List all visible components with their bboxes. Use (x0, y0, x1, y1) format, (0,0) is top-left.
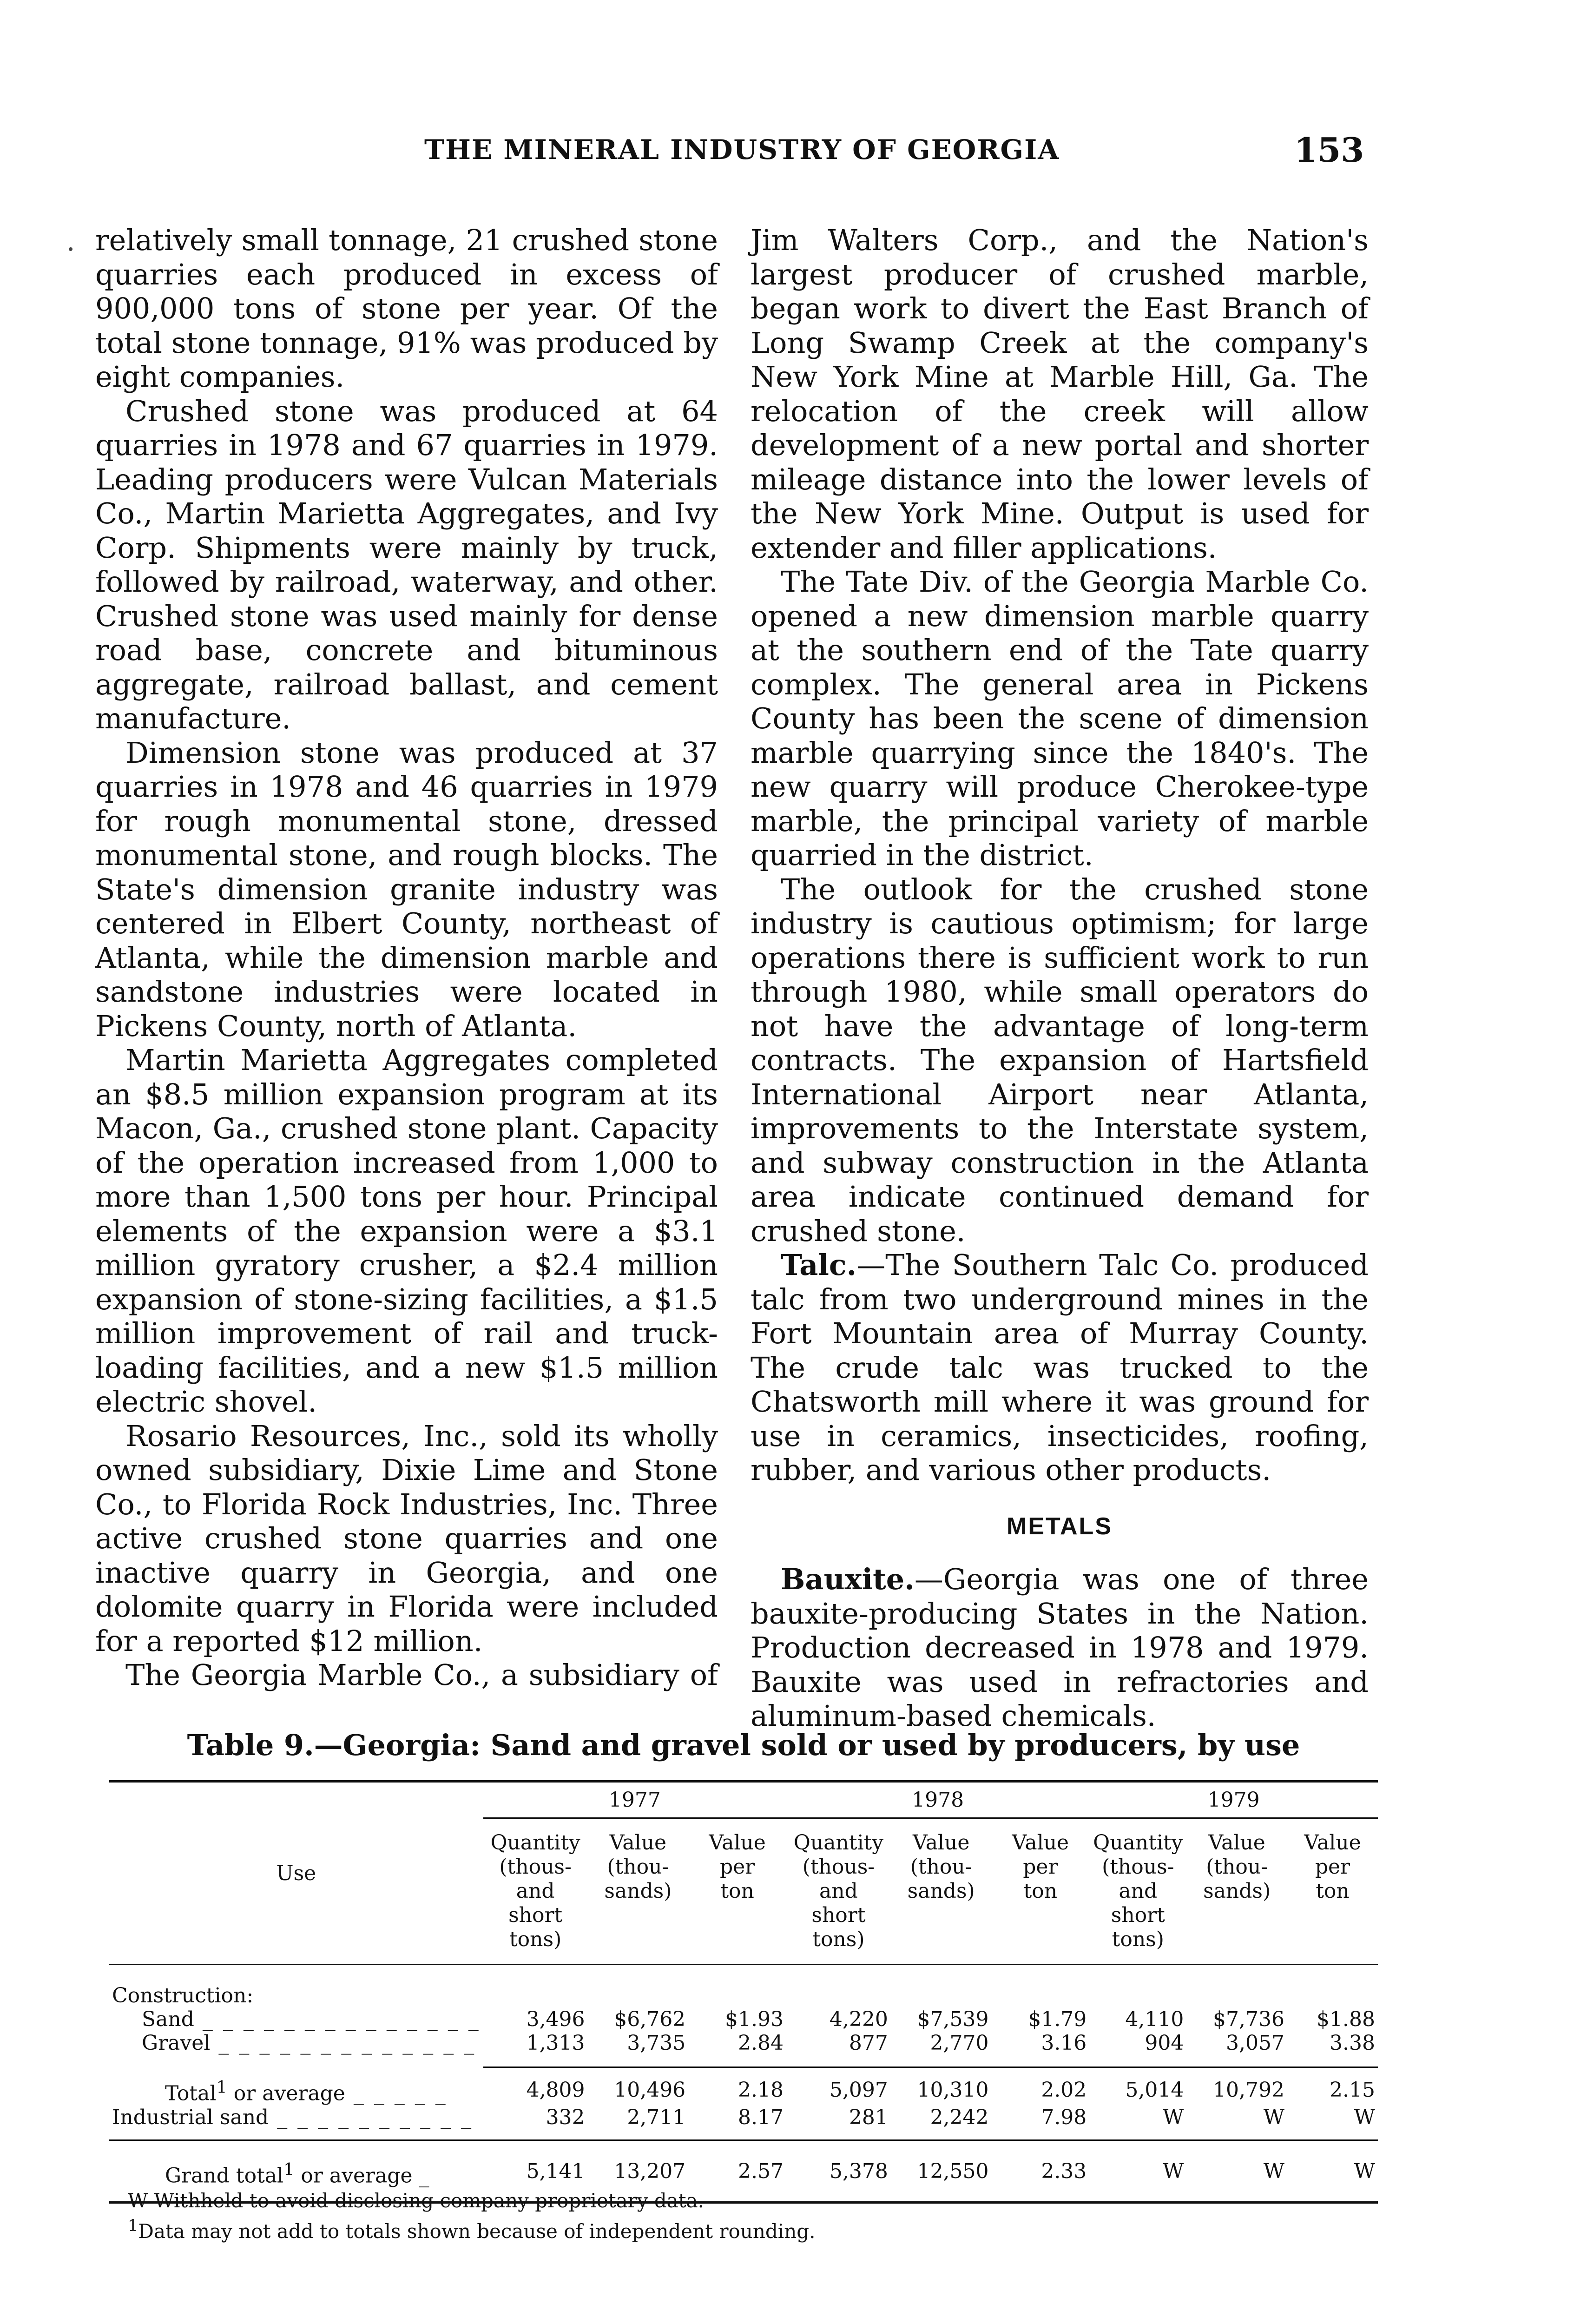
cell: 1,313 (526, 2031, 585, 2055)
cell: W (1089, 2140, 1186, 2203)
table-footnotes (128, 2188, 816, 2244)
talc-run-in-head: Talc. (781, 1248, 857, 1282)
table-row: Industrial sand _ _ _ _ _ _ _ _ _ _ 332 2,711 8.17 281 2,242 7.98 W W W (109, 2106, 1378, 2140)
cell: 281 (849, 2105, 888, 2129)
cell: 2.02 (991, 2067, 1089, 2106)
cell: 10,792 (1186, 2067, 1287, 2106)
cell: $7,736 (1212, 2007, 1284, 2031)
cell: $1.79 (1028, 2007, 1087, 2031)
talc-paragraph (751, 1248, 1369, 1487)
cell: $1.88 (1317, 2007, 1375, 2031)
year-header-row (109, 1783, 1378, 1818)
right-paragraph-2: The Tate Div. of the Georgia Marble Co. opened a new dimension marble quarry at the southern end of the Tate quarry complex. The general area in Pickens County has been the scene of dimension marble quarrying since the 1840's. The new quarry will produce Cherokee-type marble, the principal variety of marble quarried in the district. (751, 565, 1369, 872)
cell: 2.57 (688, 2140, 786, 2203)
row-label-sand: Sand (142, 2007, 194, 2031)
footnote-1: $^1$Data may not add to totals shown because of independent rounding. (128, 2217, 816, 2243)
left-paragraph-2: Crushed stone was produced at 64 quarries in 1978 and 67 quarries in 1979. Leading producers were Vulcan Materials Co., Martin Marietta Aggregates, and Ivy Corp. Shipments were mainly by truck, followed by railroad, waterway, and other. Crushed stone was used mainly for dense road base, concrete and bituminous aggregate, railroad ballast, and cement manufacture. (95, 394, 718, 735)
cell: 877 (849, 2031, 888, 2055)
year-header-1977: 1977 (483, 1783, 786, 1818)
cell: 8.17 (738, 2105, 784, 2129)
table-row-construction (109, 1965, 1378, 2007)
right-paragraph-3: The outlook for the crushed stone industry is cautious optimism; for large operations there is sufficient work to run through 1980, while small operators do not have the advantage of long-term contracts. The expansion of Hartsfield International Airport near Atlanta, improvements to the Interstate system, and subway construction in the Atlanta area indicate continued demand for crushed stone. (751, 872, 1369, 1248)
cell: 4,809 (483, 2067, 588, 2106)
row-label-total: Total (165, 2081, 217, 2106)
use-header: Use (276, 1861, 316, 1885)
page-number: 153 (1294, 130, 1364, 170)
cell: W (1163, 2105, 1184, 2129)
cell: 5,014 (1089, 2067, 1186, 2106)
sand-gravel-table (109, 1780, 1378, 2204)
cell: 2.15 (1287, 2067, 1378, 2106)
cell: 5,378 (786, 2140, 891, 2203)
bauxite-text: —Georgia was one of three bauxite-producing States in the Nation. Production decreased in 1978 and 1979. Bauxite was used in refractories and aluminum-based chemicals. (751, 1562, 1369, 1733)
left-paragraph-6: The Georgia Marble Co., a subsidiary of (125, 1658, 718, 1692)
cell: 2,242 (930, 2105, 989, 2129)
cell: W (1263, 2105, 1284, 2129)
cell: 3,735 (627, 2031, 686, 2055)
cell: W (1186, 2140, 1287, 2203)
col-value-1978: Value (thou- sands) (907, 1831, 975, 1903)
table-row: Gravel _ _ _ _ _ _ _ _ _ _ _ _ _ 1,313 3,735 2.84 877 2,770 3.16 904 3,057 3.38 (109, 2031, 1378, 2067)
cell: 3.38 (1330, 2031, 1375, 2055)
col-quantity-1978: Quantity (thous- and short tons) (793, 1831, 884, 1951)
cell: 10,496 (588, 2067, 689, 2106)
cell: 7.98 (1041, 2105, 1087, 2129)
table-row: Total$^1$ or average _ _ _ _ _ 4,809 10,496 2.18 5,097 10,310 2.02 5,014 10,792 2.15 (109, 2067, 1378, 2106)
right-column (751, 223, 1369, 1733)
cell: 2,770 (930, 2031, 989, 2055)
cell: 5,097 (786, 2067, 891, 2106)
table-row: Grand total$^1$ or average _ 5,141 13,207 2.57 5,378 12,550 2.33 W W W (109, 2140, 1378, 2203)
cell: 3.16 (1041, 2031, 1087, 2055)
bauxite-run-in-head: Bauxite. (781, 1562, 915, 1596)
left-paragraph-1: relatively small tonnage, 21 crushed stone quarries each produced in excess of 900,000 tons of stone per year. Of the total stone tonnage, 91% was produced by eight companies. (95, 223, 718, 394)
footnote-w: W Withheld to avoid disclosing company proprietary data. (128, 2189, 704, 2212)
cell: 12,550 (891, 2140, 992, 2203)
cell: 2.84 (738, 2031, 784, 2055)
col-quantity-1979: Quantity (thous- and short tons) (1093, 1831, 1183, 1951)
right-paragraph-1: Jim Walters Corp., and the Nation's largest producer of crushed marble, began work to divert the East Branch of Long Swamp Creek at the company's New York Mine at Marble Hill, Ga. The relocation of the creek will allow development of a new portal and shorter mileage distance into the lower levels of the New York Mine. Output is used for extender and filler applications. (751, 223, 1369, 565)
cell: $7,539 (917, 2007, 989, 2031)
cell: W (1287, 2140, 1378, 2203)
table-row: Sand _ _ _ _ _ _ _ _ _ _ _ _ _ _ 3,496 $6,762 $1.93 4,220 $7,539 $1.79 4,110 $7,736 $1.88 (109, 2007, 1378, 2031)
col-value-per-ton-1977: Value per ton (709, 1831, 766, 1903)
year-header-1978: 1978 (786, 1783, 1089, 1818)
row-label-industrial-sand: Industrial sand (112, 2105, 269, 2129)
running-header (0, 130, 1587, 176)
table-title: Table 9.—Georgia: Sand and gravel sold or used by producers, by use (187, 1728, 1300, 1762)
cell: W (1354, 2105, 1375, 2129)
talc-text: —The Southern Talc Co. produced talc from two underground mines in the Fort Mountain area of Murray County. The crude talc was trucked to the Chatsworth mill where it was ground for use in ceramics, insecticides, roofing, rubber, and various other products. (751, 1248, 1369, 1487)
row-label-grand-total: Grand total (165, 2164, 284, 2188)
cell: 332 (546, 2105, 585, 2129)
cell: 3,496 (526, 2007, 585, 2031)
cell: 10,310 (891, 2067, 992, 2106)
running-title: THE MINERAL INDUSTRY OF GEORGIA (424, 134, 1060, 165)
data-table (109, 1780, 1378, 2204)
cell: 2.18 (688, 2067, 786, 2106)
construction-label: Construction: (112, 1984, 254, 2007)
cell: 2.33 (991, 2140, 1089, 2203)
left-paragraph-3: Dimension stone was produced at 37 quarries in 1978 and 46 quarries in 1979 for rough monumental stone, dressed monumental stone, and rough blocks. The State's dimension granite industry was centered in Elbert County, northeast of Atlanta, while the dimension marble and sandstone industries were located in Pickens County, north of Atlanta. (95, 735, 718, 1043)
col-value-per-ton-1978: Value per ton (1012, 1831, 1069, 1903)
cell: $6,762 (614, 2007, 686, 2031)
cell: 4,110 (1125, 2007, 1184, 2031)
cell: 2,711 (627, 2105, 686, 2129)
bauxite-paragraph (751, 1562, 1369, 1733)
col-value-1977: Value (thou- sands) (604, 1831, 672, 1903)
cell: 904 (1145, 2031, 1184, 2055)
metals-section-heading: METALS (1007, 1512, 1113, 1540)
left-paragraph-5: Rosario Resources, Inc., sold its wholly owned subsidiary, Dixie Lime and Stone Co., to Florida Rock Industries, Inc. Three active crushed stone quarries and one inactive quarry in Georgia, and one dolomite quarry in Florida were included for a reported $12 million. (95, 1419, 718, 1658)
cell: 13,207 (588, 2140, 689, 2203)
row-label-gravel: Gravel (142, 2031, 211, 2055)
left-column (95, 223, 718, 1692)
cell: 4,220 (829, 2007, 888, 2031)
year-header-1979: 1979 (1089, 1783, 1378, 1818)
cell: 5,141 (483, 2140, 588, 2203)
col-value-1979: Value (thou- sands) (1203, 1831, 1271, 1903)
stray-mark (69, 247, 72, 251)
col-quantity-1977: Quantity (thous- and short tons) (490, 1831, 580, 1951)
cell: $1.93 (725, 2007, 784, 2031)
cell: 3,057 (1225, 2031, 1284, 2055)
left-paragraph-4: Martin Marietta Aggregates completed an $8.5 million expansion program at its Macon, Ga., crushed stone plant. Capacity of the operation increased from 1,000 to more than 1,500 tons per hour. Principal elements of the expansion were a $3.1 million gyratory crusher, a $2.4 million expansion of stone-sizing facilities, a $1.5 million improvement of rail and truck-loading facilities, and a new $1.5 million electric shovel. (95, 1043, 718, 1419)
col-value-per-ton-1979: Value per ton (1304, 1831, 1361, 1903)
